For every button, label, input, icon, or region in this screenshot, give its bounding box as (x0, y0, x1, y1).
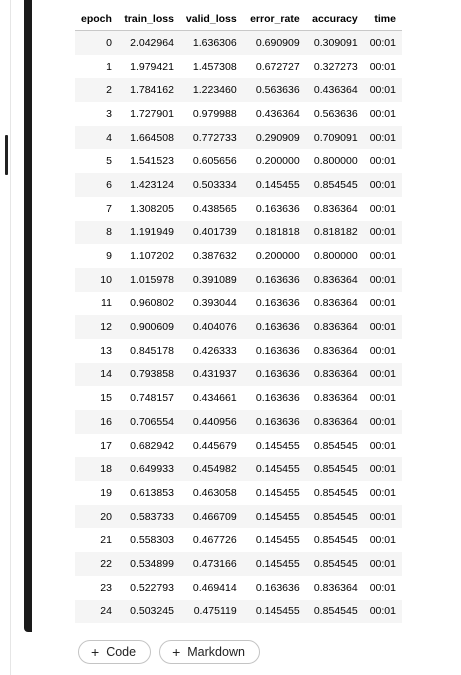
cell-epoch: 19 (100, 486, 112, 499)
cell-error-rate: 0.145455 (243, 505, 306, 529)
table-row (75, 481, 402, 505)
cell-error-rate: 0.163636 (255, 344, 300, 357)
table-header-row (75, 8, 402, 31)
cell-valid-loss: 1.636306 (180, 31, 243, 55)
cell-accuracy: 0.836364 (306, 315, 364, 339)
cell-accuracy: 0.436364 (306, 78, 364, 102)
cell-accuracy: 0.836364 (306, 363, 364, 387)
cell-train-loss: 1.015978 (118, 268, 180, 292)
cell-train-loss: 1.784162 (118, 78, 180, 102)
add-markdown-cell-label: Markdown (187, 645, 245, 659)
plus-icon: + (172, 644, 181, 660)
cell-train-loss: 1.664508 (118, 126, 180, 150)
cell-accuracy: 0.836364 (306, 410, 364, 434)
cell-train-loss: 0.649933 (118, 457, 180, 481)
cell-epoch: 3 (106, 107, 112, 120)
cell-valid-loss: 1.223460 (180, 78, 243, 102)
cell-accuracy: 0.836364 (313, 392, 358, 405)
cell-error-rate: 0.563636 (243, 78, 306, 102)
cell-epoch: 16 (75, 410, 118, 434)
cell-valid-loss: 0.466709 (180, 505, 243, 529)
add-code-cell-label: Code (106, 645, 137, 659)
cell-time: 00:01 (369, 107, 396, 120)
cell-error-rate: 0.672727 (255, 60, 300, 73)
table-row (75, 410, 402, 434)
cell-train-loss: 0.706554 (118, 410, 180, 434)
table-row (75, 600, 402, 624)
table-row (75, 78, 402, 102)
cell-error-rate: 0.163636 (255, 297, 300, 310)
plus-icon: + (91, 644, 100, 660)
cell-accuracy: 0.563636 (313, 107, 358, 120)
cell-epoch: 12 (75, 315, 118, 339)
cell-valid-loss: 0.605656 (192, 155, 237, 168)
cell-valid-loss: 0.438565 (192, 202, 237, 215)
cell-time: 00:01 (364, 552, 402, 576)
cell-epoch: 10 (75, 268, 118, 292)
table-row (75, 31, 402, 55)
cell-error-rate: 0.163636 (243, 363, 306, 387)
cell-epoch: 7 (106, 202, 112, 215)
cell-accuracy: 0.836364 (313, 344, 358, 357)
cell-epoch: 17 (100, 439, 112, 452)
column-header-valid-loss: valid_loss (180, 8, 243, 31)
cell-time: 00:01 (364, 126, 402, 150)
cell-epoch: 11 (101, 297, 112, 310)
cell-train-loss: 2.042964 (118, 31, 180, 55)
table-row (75, 505, 402, 529)
cell-accuracy: 0.854545 (313, 534, 358, 547)
cell-valid-loss: 0.426333 (192, 344, 237, 357)
cell-epoch: 20 (75, 505, 118, 529)
cell-accuracy: 0.836364 (313, 202, 358, 215)
cell-error-rate: 0.163636 (243, 315, 306, 339)
cell-valid-loss: 0.469414 (192, 581, 237, 594)
cell-error-rate: 0.163636 (243, 410, 306, 434)
cell-error-rate: 0.200000 (255, 250, 300, 263)
cell-valid-loss: 0.404076 (180, 315, 243, 339)
cell-train-loss: 0.558303 (130, 534, 174, 547)
cell-valid-loss: 0.503334 (180, 173, 243, 197)
cell-valid-loss: 0.445679 (192, 439, 237, 452)
cell-error-rate: 0.145455 (255, 534, 300, 547)
cell-time: 00:01 (364, 315, 402, 339)
cell-time: 00:01 (369, 297, 396, 310)
cell-time: 00:01 (369, 486, 396, 499)
cell-accuracy: 0.818182 (306, 221, 364, 245)
cell-time: 00:01 (364, 505, 402, 529)
cell-train-loss: 0.845178 (130, 344, 174, 357)
cell-time: 00:01 (364, 78, 402, 102)
cell-epoch: 2 (75, 78, 118, 102)
cell-valid-loss: 0.454982 (180, 457, 243, 481)
cell-accuracy: 0.854545 (306, 505, 364, 529)
cell-output (75, 8, 402, 623)
cell-error-rate: 0.145455 (255, 439, 300, 452)
cell-time: 00:01 (369, 344, 396, 357)
cell-time: 00:01 (364, 457, 402, 481)
cell-error-rate: 0.436364 (255, 107, 300, 120)
cell-train-loss: 0.522793 (130, 581, 174, 594)
table-row (75, 528, 402, 552)
cell-time: 00:01 (364, 268, 402, 292)
cell-valid-loss: 0.393044 (192, 297, 237, 310)
table-row (75, 576, 402, 600)
cell-accuracy: 0.854545 (313, 439, 358, 452)
cell-valid-loss: 0.463058 (192, 486, 237, 499)
table-row (75, 457, 402, 481)
cell-error-rate: 0.145455 (243, 173, 306, 197)
cell-valid-loss: 0.475119 (180, 600, 243, 624)
cell-valid-loss: 0.434661 (192, 392, 237, 405)
cell-valid-loss: 0.391089 (180, 268, 243, 292)
cell-time: 00:01 (364, 410, 402, 434)
cell-epoch: 23 (100, 581, 112, 594)
cell-train-loss: 0.960802 (130, 297, 174, 310)
cell-valid-loss: 0.401739 (180, 221, 243, 245)
cell-train-loss: 1.191949 (118, 221, 180, 245)
active-cell-indicator[interactable] (24, 0, 32, 632)
table-row (75, 55, 402, 79)
cell-time: 00:01 (369, 155, 396, 168)
cell-train-loss: 1.541523 (130, 155, 174, 168)
cell-error-rate: 0.163636 (255, 392, 300, 405)
cell-error-rate: 0.163636 (255, 202, 300, 215)
cell-time: 00:01 (369, 60, 396, 73)
cell-error-rate: 0.145455 (243, 600, 306, 624)
cell-time: 00:01 (369, 392, 396, 405)
left-panel-edge (0, 0, 11, 675)
cell-epoch: 14 (75, 363, 118, 387)
cell-accuracy: 0.800000 (313, 155, 358, 168)
cell-train-loss: 0.534899 (118, 552, 180, 576)
cell-epoch: 24 (75, 600, 118, 624)
add-code-cell-button[interactable] (78, 640, 151, 664)
cell-accuracy: 0.836364 (313, 581, 358, 594)
cell-error-rate: 0.145455 (255, 486, 300, 499)
cell-epoch: 6 (75, 173, 118, 197)
table-row (75, 221, 402, 245)
cell-valid-loss: 0.772733 (180, 126, 243, 150)
cell-accuracy: 0.854545 (313, 486, 358, 499)
cell-train-loss: 1.308205 (130, 202, 174, 215)
cell-accuracy: 0.327273 (313, 60, 358, 73)
cell-accuracy: 0.836364 (306, 268, 364, 292)
cell-train-loss: 0.748157 (130, 392, 174, 405)
table-row (75, 363, 402, 387)
cell-epoch: 18 (75, 457, 118, 481)
cell-error-rate: 0.163636 (255, 581, 300, 594)
cell-train-loss: 0.503245 (118, 600, 180, 624)
table-row (75, 268, 402, 292)
table-row (75, 244, 402, 268)
cell-train-loss: 1.727901 (130, 107, 174, 120)
cell-time: 00:01 (369, 534, 396, 547)
cell-time: 00:01 (364, 363, 402, 387)
cell-error-rate: 0.163636 (243, 268, 306, 292)
cell-epoch: 4 (75, 126, 118, 150)
column-header-train-loss: train_loss (118, 8, 180, 31)
add-markdown-cell-button[interactable] (159, 640, 260, 664)
table-row (75, 149, 402, 173)
cell-train-loss: 1.107202 (130, 250, 174, 263)
cell-valid-loss: 0.473166 (180, 552, 243, 576)
cell-accuracy: 0.854545 (306, 457, 364, 481)
cell-error-rate: 0.145455 (243, 457, 306, 481)
cell-valid-loss: 0.440956 (180, 410, 243, 434)
cell-epoch: 5 (106, 155, 112, 168)
cell-epoch: 0 (75, 31, 118, 55)
cell-train-loss: 0.900609 (118, 315, 180, 339)
cell-valid-loss: 0.387632 (192, 250, 237, 263)
cell-accuracy: 0.709091 (306, 126, 364, 150)
cell-accuracy: 0.800000 (313, 250, 358, 263)
cell-error-rate: 0.200000 (255, 155, 300, 168)
training-results-table (75, 8, 402, 623)
table-row (75, 173, 402, 197)
table-row (75, 292, 402, 316)
cell-valid-loss: 1.457308 (192, 60, 237, 73)
cell-time: 00:01 (364, 173, 402, 197)
cell-error-rate: 0.181818 (243, 221, 306, 245)
table-row (75, 386, 402, 410)
table-row (75, 126, 402, 150)
cell-train-loss: 0.793858 (118, 363, 180, 387)
table-row (75, 434, 402, 458)
cell-epoch: 1 (106, 60, 112, 73)
table-row (75, 339, 402, 363)
column-header-epoch: epoch (75, 8, 118, 31)
cell-valid-loss: 0.979988 (192, 107, 237, 120)
column-header-error-rate: error_rate (243, 8, 306, 31)
cell-error-rate: 0.690909 (243, 31, 306, 55)
table-row (75, 102, 402, 126)
column-header-time: time (364, 8, 402, 31)
cell-valid-loss: 0.431937 (180, 363, 243, 387)
cell-accuracy: 0.836364 (313, 297, 358, 310)
cell-accuracy: 0.854545 (306, 600, 364, 624)
cell-train-loss: 0.613853 (130, 486, 174, 499)
cell-epoch: 9 (106, 250, 112, 263)
cell-time: 00:01 (369, 250, 396, 263)
add-cell-toolbar (78, 640, 260, 664)
cell-time: 00:01 (369, 581, 396, 594)
cell-epoch: 21 (100, 534, 112, 547)
cell-accuracy: 0.854545 (306, 173, 364, 197)
cell-time: 00:01 (369, 439, 396, 452)
cell-epoch: 22 (75, 552, 118, 576)
cell-error-rate: 0.145455 (243, 552, 306, 576)
cell-time: 00:01 (369, 202, 396, 215)
table-row (75, 315, 402, 339)
cell-train-loss: 1.979421 (130, 60, 174, 73)
cell-epoch: 15 (100, 392, 112, 405)
cell-train-loss: 0.583733 (118, 505, 180, 529)
table-body (75, 31, 402, 624)
cell-epoch: 13 (100, 344, 112, 357)
cell-accuracy: 0.854545 (306, 552, 364, 576)
cell-time: 00:01 (364, 600, 402, 624)
column-header-accuracy: accuracy (306, 8, 364, 31)
cell-train-loss: 1.423124 (118, 173, 180, 197)
cell-accuracy: 0.309091 (306, 31, 364, 55)
table-row (75, 197, 402, 221)
cell-epoch: 8 (75, 221, 118, 245)
cell-error-rate: 0.290909 (243, 126, 306, 150)
cell-train-loss: 0.682942 (130, 439, 174, 452)
cell-time: 00:01 (364, 31, 402, 55)
cell-valid-loss: 0.467726 (192, 534, 237, 547)
table-row (75, 552, 402, 576)
panel-resize-handle[interactable] (5, 135, 8, 175)
cell-time: 00:01 (364, 221, 402, 245)
